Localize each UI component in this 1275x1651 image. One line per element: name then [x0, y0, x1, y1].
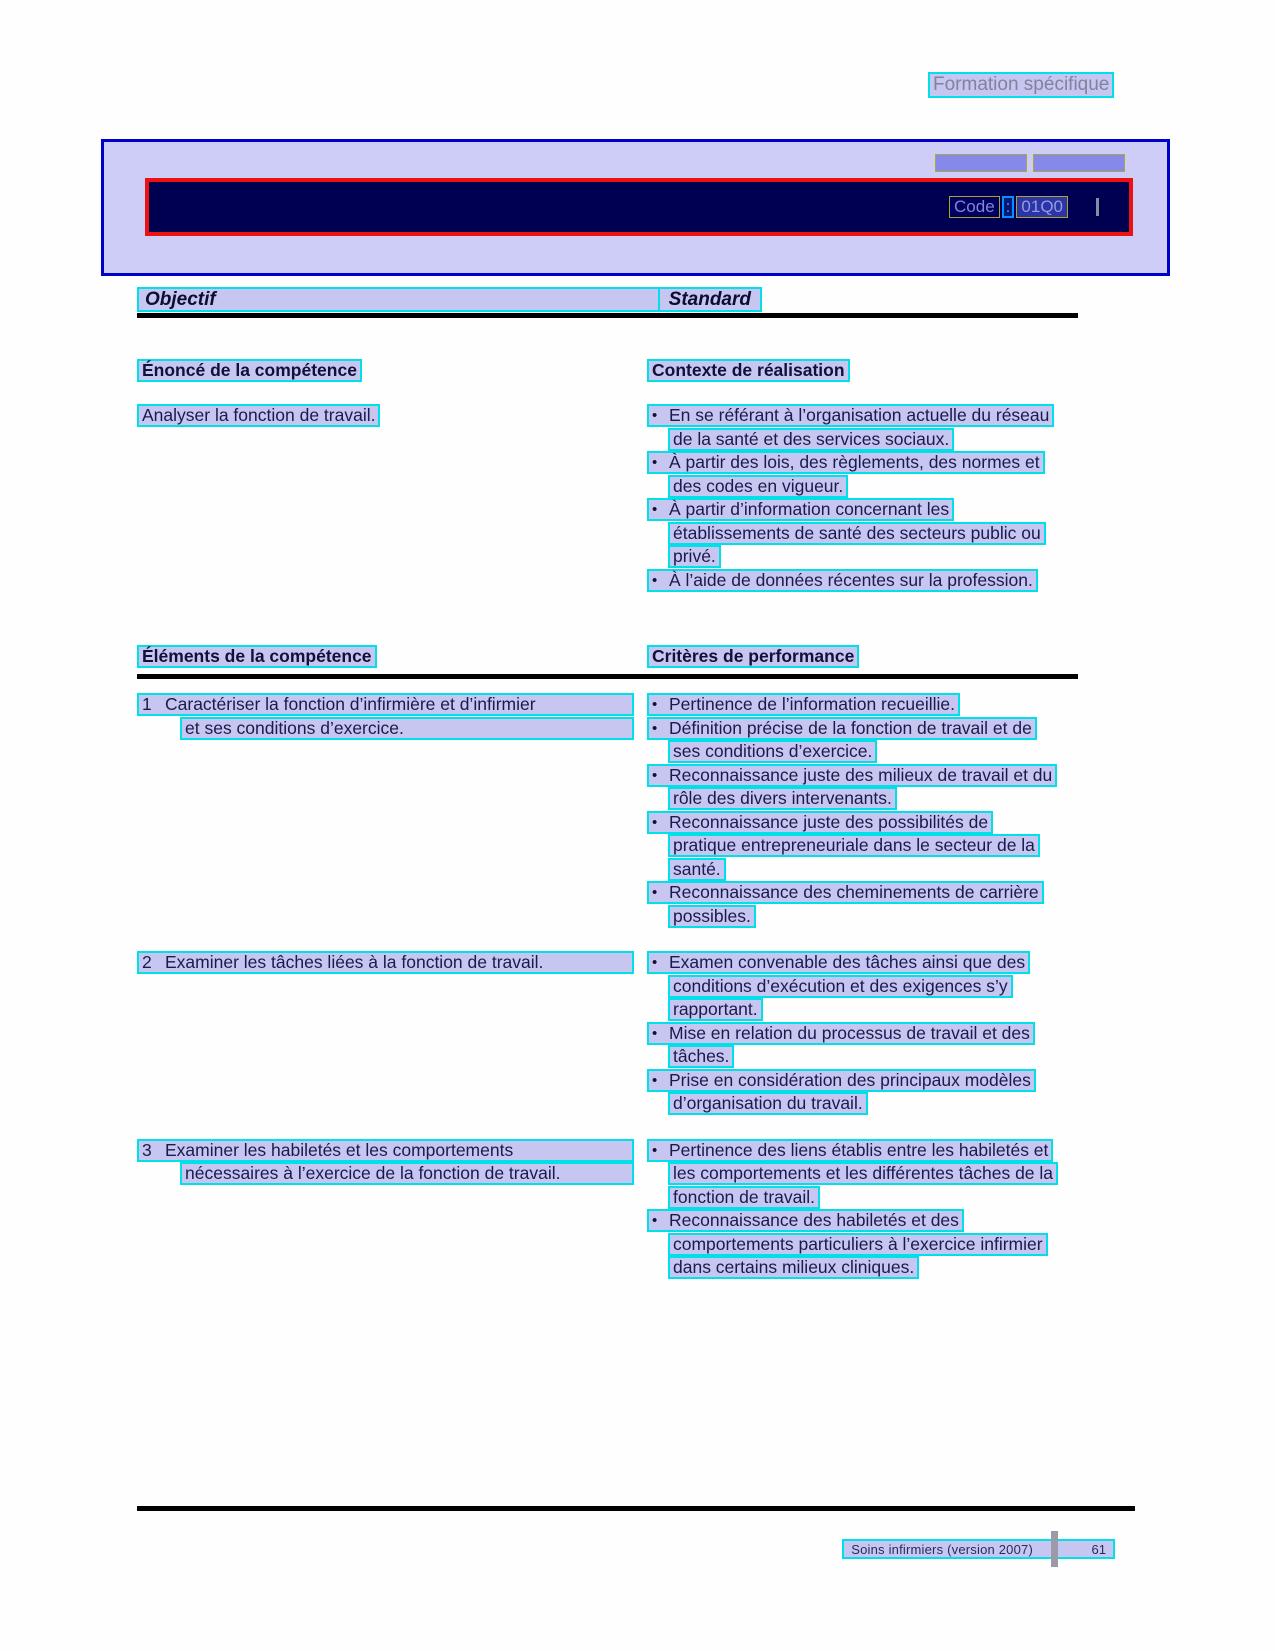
bullet-text: Pertinence de l’information recueillie. [669, 694, 955, 714]
main-content [137, 287, 1078, 1280]
bullet-item [647, 811, 1078, 882]
bullet-text: pratique entrepreneuriale dans le secteur de la [668, 834, 1040, 857]
footer-document-title: Soins infirmiers (version 2007) [851, 1541, 1033, 1557]
item-label: Examiner les tâches liées à la fonction de travail. [165, 952, 544, 972]
header-field-rects [935, 154, 1125, 172]
code-separator: : [1002, 196, 1015, 218]
criteria-bullets [647, 1139, 1078, 1280]
section2-headers [137, 645, 1078, 670]
section1-headers [137, 359, 1078, 384]
bullet-icon: • [652, 1024, 658, 1042]
element-item [137, 1139, 1078, 1280]
bullet-icon: • [652, 1212, 658, 1229]
bullet-item [647, 764, 1078, 811]
bullet-text: À partir d’information concernant les [669, 499, 950, 519]
bullet-text: conditions d’exécution et des exigences s’y [668, 975, 1013, 998]
item-number: 3 [142, 1139, 152, 1160]
competence-statement: Analyser la fonction de travail. [137, 404, 380, 427]
bullet-item [647, 881, 1078, 928]
bullet-text: possibles. [668, 905, 756, 928]
criteria-bullets [647, 693, 1078, 928]
program-header-box [101, 139, 1170, 276]
standard-header: Standard [658, 287, 762, 312]
bullet-item [647, 569, 1078, 593]
title-bar [145, 178, 1133, 236]
section1-content [137, 404, 1078, 592]
page-separator-bar [1051, 1531, 1058, 1567]
bullet-text: fonction de travail. [668, 1186, 820, 1209]
contexte-header: Contexte de réalisation [647, 359, 850, 382]
element-item [137, 693, 1078, 928]
footer [137, 1539, 1115, 1559]
bullet-icon: • [652, 1071, 658, 1089]
field-rect-1 [935, 154, 1027, 172]
bullet-item [647, 404, 1078, 451]
bullet-text: Examen convenable des tâches ainsi que des [669, 952, 1026, 972]
bullet-text: Définition précise de la fonction de travail et de [669, 717, 1032, 738]
bullet-text: d’organisation du travail. [668, 1092, 868, 1115]
bullet-icon: • [652, 1141, 658, 1159]
bullet-item [647, 1209, 1078, 1280]
bullet-text: des codes en vigueur. [668, 475, 848, 498]
bullet-icon: • [652, 454, 658, 471]
element-item [137, 951, 1078, 1116]
bullet-icon: • [652, 766, 658, 784]
bullet-item [647, 1022, 1078, 1069]
bullet-text: rôle des divers intervenants. [668, 787, 897, 810]
objectif-standard-band [137, 287, 762, 312]
bullet-text: dans certains milieux cliniques. [668, 1256, 919, 1279]
field-rect-2 [1033, 154, 1125, 172]
objectif-header: Objectif [145, 288, 216, 310]
criteria-bullets [647, 951, 1078, 1116]
bullet-item [647, 498, 1078, 569]
item-label: et ses conditions d’exercice. [180, 717, 634, 740]
footer-rule [137, 1506, 1135, 1511]
item-label: Examiner les habiletés et les comportements [165, 1139, 514, 1160]
code-label: Code [949, 196, 1000, 218]
item-label: nécessaires à l’exercice de la fonction de travail. [180, 1162, 634, 1185]
bullet-icon: • [652, 696, 658, 713]
contexte-bullets [647, 404, 1078, 592]
cursor-tick [1096, 198, 1099, 216]
bullet-icon: • [652, 719, 658, 737]
bullet-icon: • [652, 571, 658, 589]
bullet-item [647, 693, 1078, 717]
bullet-text: Reconnaissance des habiletés et des [669, 1210, 959, 1230]
bullet-text: Mise en relation du processus de travail et des [669, 1022, 1030, 1043]
bullet-text: tâches. [668, 1045, 734, 1068]
bullet-item [647, 1139, 1078, 1210]
bullet-icon: • [652, 954, 658, 971]
bullet-text: rapportant. [668, 998, 763, 1021]
page-number: 61 [1091, 1541, 1106, 1557]
bullet-text: ses conditions d’exercice. [668, 740, 877, 763]
bullet-text: privé. [668, 545, 721, 568]
bullet-icon: • [652, 407, 658, 424]
bullet-text: les comportements et les différentes tâches de la [668, 1162, 1058, 1185]
divider-rule-top [137, 313, 1078, 318]
bullet-text: Pertinence des liens établis entre les habiletés et [669, 1139, 1049, 1160]
bullet-text: Reconnaissance juste des milieux de travail et du [669, 764, 1053, 785]
bullet-text: Prise en considération des principaux modèles [669, 1069, 1031, 1090]
bullet-text: Reconnaissance des cheminements de carrière [669, 882, 1039, 902]
bullet-item [647, 717, 1078, 764]
item-label: Caractériser la fonction d’infirmière et d’infirmier [165, 694, 536, 714]
bullet-text: de la santé et des services sociaux. [668, 428, 954, 451]
bullet-icon: • [652, 884, 658, 901]
bullet-text: En se référant à l’organisation actuelle du réseau [669, 405, 1050, 425]
elements-header: Éléments de la compétence [137, 645, 377, 668]
bullet-text: Reconnaissance juste des possibilités de [669, 811, 989, 832]
divider-rule-middle [137, 674, 1078, 679]
bullet-text: santé. [668, 858, 726, 881]
bullet-item [647, 951, 1078, 1022]
bullet-text: établissements de santé des secteurs public ou [668, 522, 1046, 545]
bullet-text: comportements particuliers à l’exercice infirmier [668, 1233, 1048, 1256]
bullet-item [647, 1069, 1078, 1116]
bullet-text: À l’aide de données récentes sur la profession. [669, 569, 1033, 590]
bullet-icon: • [652, 813, 658, 831]
section-label: Formation spécifique [928, 72, 1114, 98]
enonce-header: Énoncé de la compétence [137, 359, 362, 382]
code-value: 01Q0 [1016, 196, 1068, 218]
bullet-item [647, 451, 1078, 498]
criteres-header: Critères de performance [647, 645, 859, 668]
bullet-icon: • [652, 501, 658, 518]
item-number: 2 [142, 952, 152, 972]
item-number: 1 [142, 694, 152, 714]
bullet-text: À partir des lois, des règlements, des normes et [669, 452, 1040, 472]
